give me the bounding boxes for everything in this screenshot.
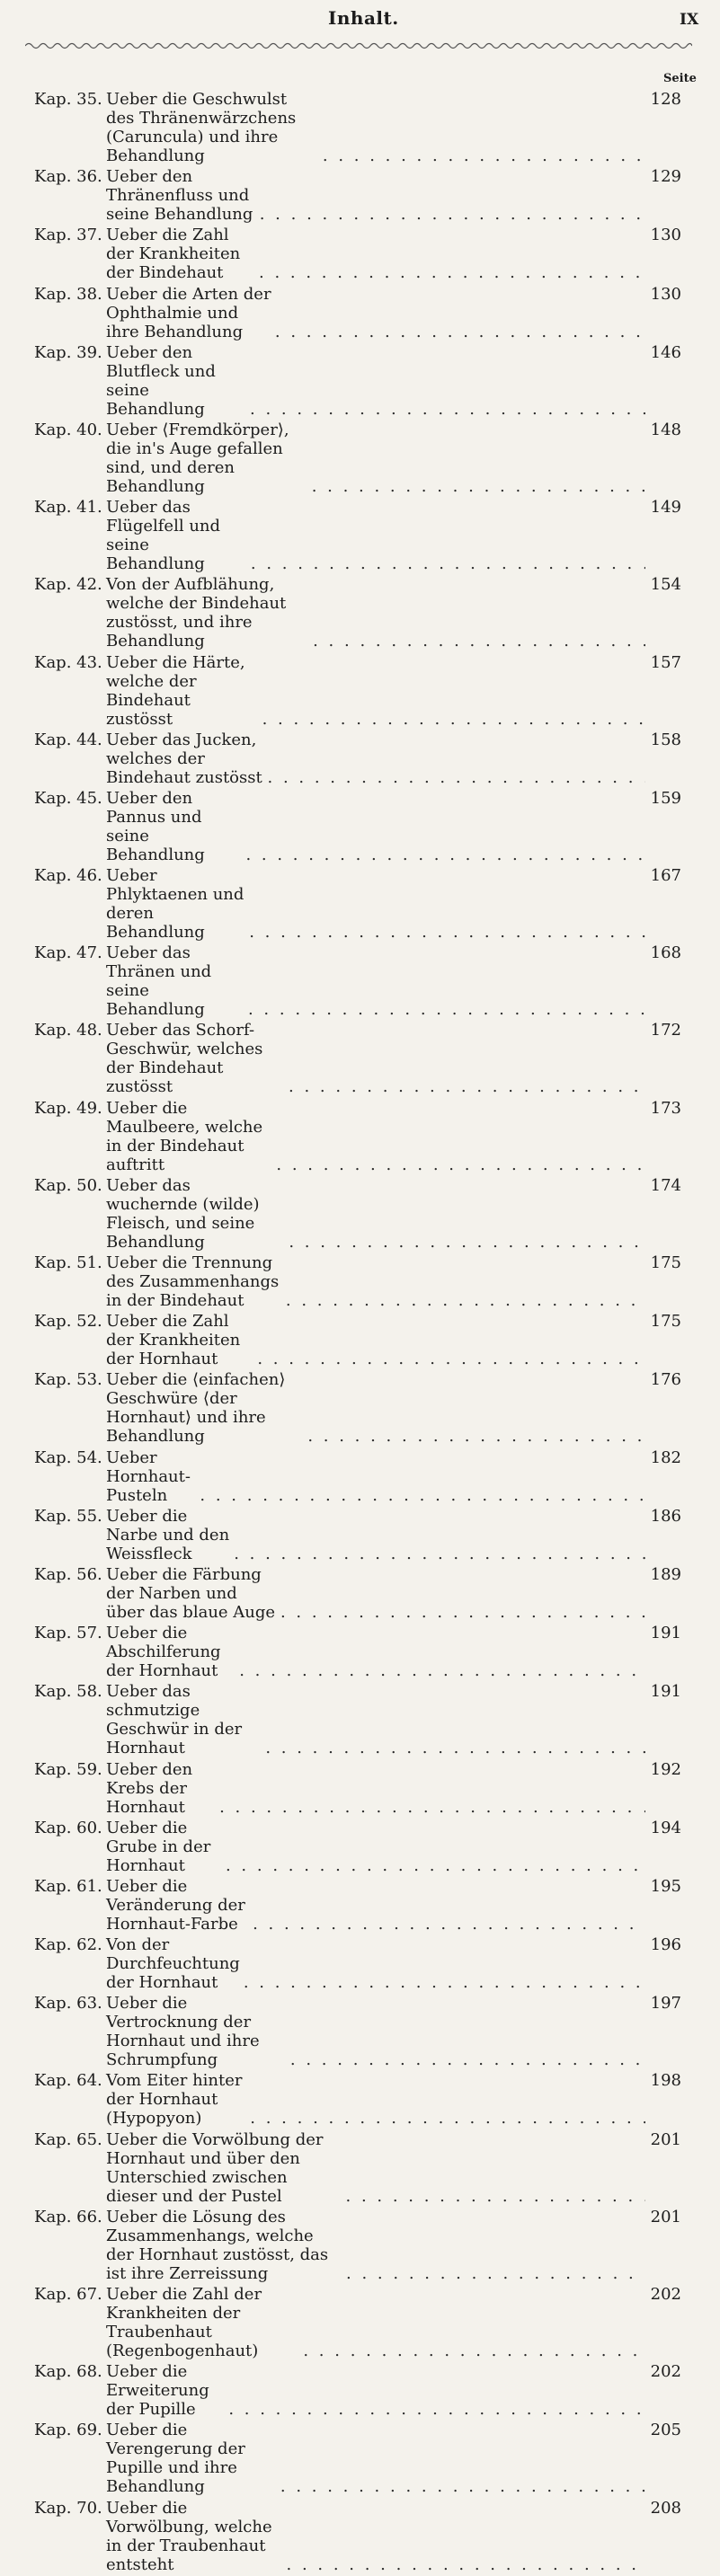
chapter-number: Kap. 63. <box>34 1994 102 2014</box>
chapter-number: Kap. 52. <box>34 1312 102 1332</box>
chapter-title: Ueber die Maulbeere, welche in der Bindehaut auftritt <box>106 1098 263 1174</box>
toc-entry <box>34 420 681 496</box>
chapter-title: Ueber das Jucken, welches der Bindehaut zustösst <box>106 730 262 787</box>
page-reference: 129 <box>650 167 681 187</box>
chapter-number: Kap. 42. <box>34 575 102 595</box>
chapter-title: Ueber die Abschilferung der Hornhaut <box>106 1624 221 1681</box>
page-reference: 172 <box>650 1021 681 1040</box>
chapter-title: Ueber die Vorwölbung der Hornhaut und über den Unterschied zwischen dieser und der Pustel <box>106 2129 324 2206</box>
entry-body <box>106 2130 645 2206</box>
toc-entry <box>34 2362 681 2419</box>
toc-entry <box>34 285 681 341</box>
chapter-title: Ueber die Arten der Ophthalmie und ihre Behandlung <box>106 284 271 341</box>
entry-body <box>106 1507 645 1563</box>
page-reference: 173 <box>650 1098 681 1118</box>
entry-body <box>106 653 645 729</box>
chapter-number: Kap. 62. <box>34 1935 102 1955</box>
toc-entry <box>34 226 681 282</box>
toc-entry <box>34 1507 681 1563</box>
toc-entry <box>34 1176 681 1252</box>
toc-entry <box>34 1994 681 2069</box>
page-reference: 201 <box>650 2129 681 2149</box>
entry-body <box>106 285 645 341</box>
chapter-title: Ueber die Verengerung der Pupille und ihre Behandlung <box>106 2421 245 2497</box>
chapter-title: Ueber die Vorwölbung, welche in der Traubenhaut entsteht <box>106 2498 272 2574</box>
page-reference: 202 <box>650 2362 681 2382</box>
chapter-title: Ueber den Thränenfluss und seine Behandlung <box>106 167 253 225</box>
chapter-number: Kap. 67. <box>34 2285 102 2304</box>
chapter-title: Ueber den Blutfleck und seine Behandlung <box>106 342 216 419</box>
dot-leader <box>346 2264 645 2283</box>
entry-body <box>106 1624 645 1680</box>
chapter-number: Kap. 59. <box>34 1759 102 1779</box>
dot-leader <box>280 1603 645 1622</box>
chapter-title: Ueber die Lösung des Zusammenhangs, welche der Hornhaut zustösst, das ist ihre Zerreissung <box>106 2207 329 2283</box>
chapter-title: Ueber die Grube in der Hornhaut <box>106 1818 211 1875</box>
chapter-number: Kap. 55. <box>34 1506 102 1526</box>
page-reference: 194 <box>650 1818 681 1837</box>
toc-entry <box>34 2071 681 2128</box>
toc-entry <box>34 2285 681 2360</box>
entry-body <box>106 789 645 864</box>
entry-body <box>106 2362 645 2419</box>
page-reference: 176 <box>650 1370 681 1390</box>
toc-entry <box>34 789 681 864</box>
entry-body <box>106 1176 645 1252</box>
chapter-title: Ueber das schmutzige Geschwür in der Hornhaut <box>106 1682 243 1758</box>
page-reference: 197 <box>650 1994 681 2014</box>
chapter-number: Kap. 70. <box>34 2498 102 2518</box>
page-reference: 149 <box>650 498 681 518</box>
page-reference: 191 <box>650 1624 681 1643</box>
chapter-number: Kap. 37. <box>34 226 102 245</box>
chapter-title: Ueber das wuchernde (wilde) Fleisch, und seine Behandlung <box>106 1175 260 1252</box>
page-reference: 186 <box>650 1506 681 1526</box>
dot-leader <box>251 554 645 573</box>
toc-entry <box>34 1624 681 1680</box>
dot-leader <box>234 1545 645 1563</box>
entry-body <box>106 1760 645 1817</box>
dot-leader <box>260 205 645 224</box>
chapter-number: Kap. 66. <box>34 2207 102 2226</box>
dot-leader <box>228 2400 645 2419</box>
toc-entry <box>34 498 681 573</box>
chapter-title: Ueber die Narbe und den Weissfleck <box>106 1506 230 1563</box>
toc-entry <box>34 2208 681 2283</box>
dot-leader <box>287 2555 645 2574</box>
toc-entry <box>34 730 681 787</box>
dot-leader <box>248 1000 645 1019</box>
dot-leader <box>249 923 645 942</box>
dot-leader <box>257 1350 645 1368</box>
chapter-number: Kap. 60. <box>34 1818 102 1837</box>
page-reference: 175 <box>650 1253 681 1272</box>
dot-leader <box>259 263 645 282</box>
dot-leader <box>323 146 645 165</box>
chapter-number: Kap. 40. <box>34 420 102 439</box>
page-reference: 198 <box>650 2071 681 2091</box>
dot-leader <box>290 2050 645 2069</box>
dot-leader <box>226 1856 645 1875</box>
chapter-number: Kap. 50. <box>34 1175 102 1195</box>
page-reference: 148 <box>650 420 681 439</box>
chapter-number: Kap. 38. <box>34 284 102 304</box>
toc-entry <box>34 1021 681 1096</box>
dot-leader <box>307 1427 645 1446</box>
dot-leader <box>280 2477 645 2496</box>
page-number: IX <box>680 11 699 29</box>
table-of-contents <box>34 90 681 2576</box>
dot-leader <box>250 400 645 419</box>
page-reference: 154 <box>650 575 681 595</box>
page-reference: 182 <box>650 1447 681 1467</box>
entry-body <box>106 226 645 282</box>
entry-body <box>106 2499 645 2574</box>
entry-body <box>106 2421 645 2496</box>
chapter-number: Kap. 39. <box>34 342 102 362</box>
page-reference: 158 <box>650 730 681 749</box>
page-reference: 208 <box>650 2498 681 2518</box>
chapter-title: Ueber die Härte, welche der Bindehaut zustösst <box>106 652 245 729</box>
dot-leader <box>250 2109 645 2128</box>
chapter-number: Kap. 44. <box>34 730 102 749</box>
chapter-title: Ueber das Schorf-Geschwür, welches der Bindehaut zustösst <box>106 1021 263 1097</box>
toc-entry <box>34 1312 681 1368</box>
toc-entry <box>34 2499 681 2574</box>
page-reference: 201 <box>650 2207 681 2226</box>
entry-body <box>106 1994 645 2069</box>
page-reference: 130 <box>650 226 681 245</box>
toc-entry <box>34 1253 681 1310</box>
chapter-number: Kap. 69. <box>34 2421 102 2440</box>
dot-leader <box>219 1798 645 1817</box>
toc-entry <box>34 1877 681 1934</box>
entry-body <box>106 1370 645 1446</box>
chapter-title: Ueber den Krebs der Hornhaut <box>106 1759 193 1817</box>
chapter-title: Ueber das Flügelfell und seine Behandlung <box>106 498 221 574</box>
dot-leader <box>286 1291 645 1310</box>
chapter-title: Ueber das Thränen und seine Behandlung <box>106 943 212 1020</box>
chapter-title: Ueber die Veränderung der Hornhaut-Farbe <box>106 1876 245 1934</box>
page-reference: 195 <box>650 1876 681 1896</box>
chapter-number: Kap. 46. <box>34 866 102 886</box>
chapter-title: Ueber die Vertrocknung der Hornhaut und ihre Schrumpfung <box>106 1994 260 2070</box>
toc-entry <box>34 1370 681 1446</box>
toc-entry <box>34 1682 681 1757</box>
toc-entry <box>34 167 681 224</box>
entry-body <box>106 730 645 787</box>
chapter-title: Ueber die Zahl der Krankheiten der Bindehaut <box>106 226 241 283</box>
dot-leader <box>244 1973 645 1992</box>
entry-body <box>106 420 645 496</box>
chapter-title: Von der Aufblähung, welche der Bindehaut zustösst, und ihre Behandlung <box>106 575 287 651</box>
page-reference: 189 <box>650 1564 681 1584</box>
toc-entry <box>34 2130 681 2206</box>
entry-body <box>106 1819 645 1875</box>
page-reference: 168 <box>650 943 681 963</box>
dot-leader <box>245 845 645 864</box>
entry-body <box>106 1565 645 1622</box>
toc-entry <box>34 1565 681 1622</box>
entry-body <box>106 575 645 651</box>
chapter-title: Von der Durchfeuchtung der Hornhaut <box>106 1935 240 1993</box>
dot-leader <box>312 477 645 496</box>
page-header <box>0 7 720 38</box>
page-reference: 174 <box>650 1175 681 1195</box>
dot-leader <box>275 323 645 341</box>
dot-leader <box>262 710 645 729</box>
toc-entry <box>34 90 681 165</box>
page-reference: 196 <box>650 1935 681 1955</box>
page-reference: 130 <box>650 284 681 304</box>
chapter-title: Ueber die Zahl der Krankheiten der Hornhaut <box>106 1312 241 1369</box>
dot-leader <box>200 1486 645 1505</box>
chapter-number: Kap. 53. <box>34 1370 102 1390</box>
page-reference: 159 <box>650 788 681 808</box>
chapter-number: Kap. 65. <box>34 2129 102 2149</box>
chapter-number: Kap. 56. <box>34 1564 102 1584</box>
page-reference: 167 <box>650 866 681 886</box>
page-reference: 205 <box>650 2421 681 2440</box>
toc-entry <box>34 343 681 419</box>
chapter-number: Kap. 64. <box>34 2071 102 2091</box>
chapter-number: Kap. 47. <box>34 943 102 963</box>
toc-entry <box>34 1935 681 1992</box>
chapter-title: Ueber Hornhaut-Pusteln <box>106 1447 191 1505</box>
dot-leader <box>289 1233 645 1252</box>
entry-body <box>106 1312 645 1368</box>
page-column-heading: Seite <box>663 72 697 85</box>
dot-leader <box>276 1155 645 1174</box>
entry-body <box>106 866 645 942</box>
entry-body <box>106 2071 645 2128</box>
dot-leader <box>239 1661 645 1680</box>
entry-body <box>106 2285 645 2360</box>
chapter-title: Ueber die Färbung der Narben und über das blaue Auge <box>106 1564 276 1622</box>
chapter-title: Ueber ⟨Fremdkörper⟩, die in's Auge gefallen sind, und deren Behandlung <box>106 420 289 496</box>
chapter-number: Kap. 45. <box>34 788 102 808</box>
decorative-wavy-rule <box>25 41 692 50</box>
page-reference: 175 <box>650 1312 681 1332</box>
toc-entry <box>34 653 681 729</box>
toc-entry <box>34 2421 681 2496</box>
entry-body <box>106 2208 645 2283</box>
chapter-number: Kap. 41. <box>34 498 102 518</box>
chapter-number: Kap. 57. <box>34 1624 102 1643</box>
entry-body <box>106 343 645 419</box>
chapter-title: Ueber die Trennung des Zusammenhangs in der Bindehaut <box>106 1253 280 1310</box>
chapter-title: Ueber die Erweiterung der Pupille <box>106 2362 209 2420</box>
page-reference: 146 <box>650 342 681 362</box>
dot-leader <box>265 1739 645 1757</box>
chapter-number: Kap. 49. <box>34 1098 102 1118</box>
chapter-title: Ueber Phlyktaenen und deren Behandlung <box>106 866 244 943</box>
chapter-number: Kap. 58. <box>34 1682 102 1702</box>
dot-leader <box>303 2341 645 2360</box>
toc-entry <box>34 1760 681 1817</box>
chapter-title: Ueber die Geschwulst des Thränenwärzchens (Caruncula) und ihre Behandlung <box>106 90 297 165</box>
entry-body <box>106 943 645 1019</box>
entry-body <box>106 1099 645 1174</box>
dot-leader <box>253 1915 645 1934</box>
chapter-title: Ueber den Pannus und seine Behandlung <box>106 788 205 864</box>
toc-entry <box>34 1819 681 1875</box>
chapter-number: Kap. 43. <box>34 652 102 672</box>
page-reference: 157 <box>650 652 681 672</box>
toc-entry <box>34 943 681 1019</box>
page-reference: 202 <box>650 2285 681 2304</box>
chapter-number: Kap. 51. <box>34 1253 102 1272</box>
dot-leader <box>289 1077 645 1096</box>
chapter-number: Kap. 68. <box>34 2362 102 2382</box>
dot-leader <box>268 768 645 787</box>
entry-body <box>106 167 645 224</box>
toc-entry <box>34 1448 681 1505</box>
chapter-title: Ueber die Zahl der Krankheiten der Traubenhaut (Regenbogenhaut) <box>106 2285 262 2360</box>
entry-body <box>106 1877 645 1934</box>
chapter-number: Kap. 61. <box>34 1876 102 1896</box>
dot-leader <box>346 2187 646 2206</box>
running-title: Inhalt. <box>328 7 399 29</box>
toc-entry <box>34 575 681 651</box>
entry-body <box>106 90 645 165</box>
chapter-number: Kap. 54. <box>34 1447 102 1467</box>
chapter-title: Ueber die ⟨einfachen⟩ Geschwüre ⟨der Hornhaut⟩ und ihre Behandlung <box>106 1370 286 1447</box>
page-reference: 192 <box>650 1759 681 1779</box>
page-reference: 191 <box>650 1682 681 1702</box>
entry-body <box>106 1253 645 1310</box>
chapter-number: Kap. 35. <box>34 90 102 109</box>
toc-entry <box>34 1099 681 1174</box>
toc-entry <box>34 866 681 942</box>
entry-body <box>106 498 645 573</box>
chapter-title: Vom Eiter hinter der Hornhaut (Hypopyon) <box>106 2071 243 2129</box>
entry-body <box>106 1448 645 1505</box>
entry-body <box>106 1682 645 1757</box>
chapter-number: Kap. 48. <box>34 1021 102 1040</box>
entry-body <box>106 1021 645 1096</box>
page-reference: 128 <box>650 90 681 109</box>
dot-leader <box>313 632 645 651</box>
entry-body <box>106 1935 645 1992</box>
chapter-number: Kap. 36. <box>34 167 102 187</box>
